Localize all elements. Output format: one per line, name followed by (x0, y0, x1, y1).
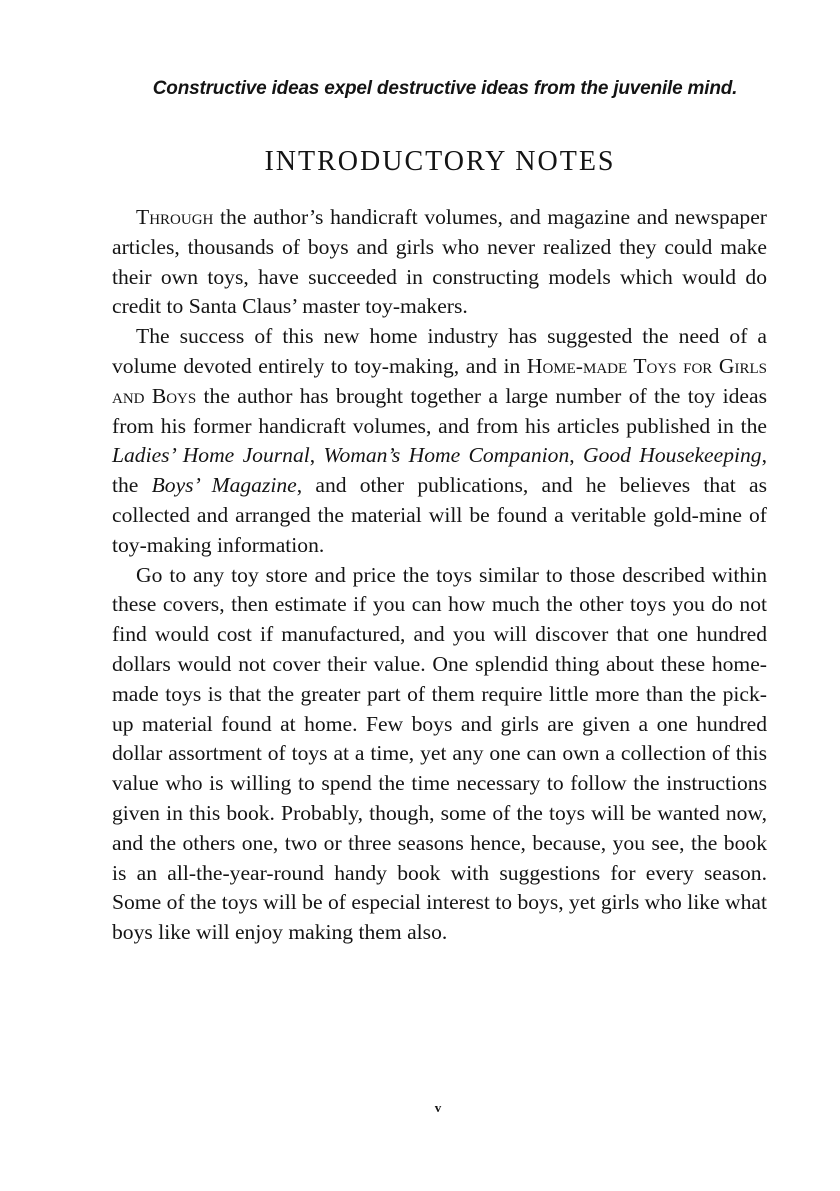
paragraph-1 (112, 203, 767, 322)
publication-boys-magazine: Boys’ Magazine (151, 473, 297, 498)
separator: , (569, 443, 583, 468)
publication-good-housekeeping: Good Housekeeping (582, 443, 762, 468)
paragraph-3-text: Go to any toy store and price the toys similar to those described within these covers, then estimate if you can how much the other toys you do not find would cost if manufactured, and you will discover that one hundred dollars would not cover their value. One splendid thing about these home-made toys is that the greater part of them require little more than the pick-up material found at home. Few boys and girls are given a one hundred dollar assortment of toys at a time, yet any one can own a collection of this value who is willing to spend the time necessary to follow the instructions given in this book. Probably, though, some of the toys will be wanted now, and the others one, two or three seasons hence, because, you see, the book is an all-the-year-round handy book with suggestions for every season. Some of the toys will be of especial interest to boys, yet girls who like what boys like will enjoy making them also. (112, 562, 767, 945)
separator: , (309, 443, 324, 468)
paragraph-2-text-c: , and other publications, and he believes that as collected and arranged the material will be found a veritable gold-mine of toy-making information. (112, 473, 767, 557)
publication-womans-home-companion: Woman’s Home Companion (323, 443, 570, 468)
paragraph-2-text-b: the author has brought together a large number of the toy ideas from his former handicraft volumes, and from his articles published in the (112, 383, 767, 438)
body-text (112, 203, 767, 948)
epigraph: Constructive ideas expel destructive ideas from the juvenile mind. (152, 78, 738, 99)
paragraph-2 (112, 322, 767, 560)
paragraph-2-text-a: The success of this new home industry has suggested the need of a volume devoted entirely to toy-making, and in (112, 324, 767, 378)
publication-ladies-home-journal: Ladies’ Home Journal (112, 443, 310, 468)
paragraph-1-text: the author’s handicraft volumes, and magazine and newspaper articles, thousands of boys and girls who never realized they could make their own toys, have succeeded in constructing models which would do credit to Santa Claus’ master toy-makers. (112, 205, 767, 319)
separator: , the (112, 443, 768, 498)
paragraph-lead-word: Through (136, 205, 214, 229)
paragraph-3 (112, 561, 767, 948)
page-number: v (434, 1100, 442, 1115)
page-title: INTRODUCTORY NOTES (264, 146, 616, 177)
book-title: Home-made Toys for Girls and Boys (112, 353, 767, 408)
